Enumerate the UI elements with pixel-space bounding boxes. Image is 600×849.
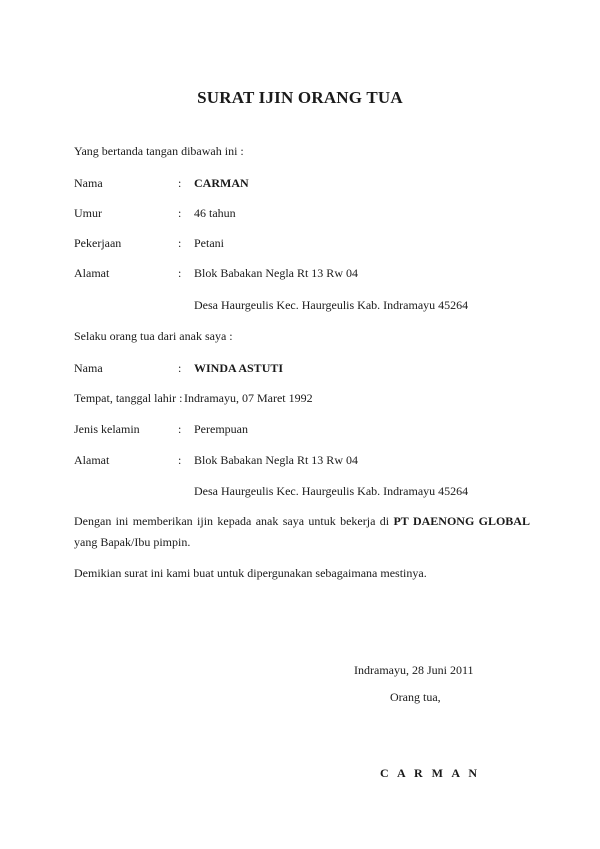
intro-text: Yang bertanda tangan dibawah ini : — [74, 144, 244, 158]
parent-address-value: Blok Babakan Negla Rt 13 Rw 04 — [194, 266, 358, 280]
parent-name-value: CARMAN — [194, 176, 249, 190]
field-label: Tempat, tanggal lahir : — [74, 391, 183, 405]
place-date: Indramayu, 28 Juni 2011 — [354, 663, 474, 677]
permission-paragraph — [74, 511, 530, 553]
child-birth-value: Indramayu, 07 Maret 1992 — [184, 391, 313, 405]
field-label: Umur — [74, 206, 102, 220]
letter-title: SURAT IJIN ORANG TUA — [197, 88, 403, 107]
parent-age-value: 46 tahun — [194, 206, 236, 220]
field-colon: : — [178, 236, 182, 250]
field-label: Pekerjaan — [74, 236, 122, 250]
closing-text: Demikian surat ini kami buat untuk dipergunakan sebagaimana mestinya. — [74, 566, 427, 580]
field-label: Jenis kelamin — [74, 422, 140, 436]
child-address-value: Blok Babakan Negla Rt 13 Rw 04 — [194, 453, 358, 467]
permission-text-after: yang Bapak/Ibu pimpin. — [74, 535, 191, 549]
parent-address-line2: Desa Haurgeulis Kec. Haurgeulis Kab. Indramayu 45264 — [194, 298, 469, 312]
permission-text-before: Dengan ini memberikan ijin kepada anak saya untuk bekerja di — [74, 514, 394, 528]
field-colon: : — [178, 206, 182, 220]
field-colon: : — [178, 422, 182, 436]
field-colon: : — [178, 361, 182, 375]
child-name-value: WINDA ASTUTI — [194, 361, 284, 375]
company-name: PT DAENONG GLOBAL — [393, 514, 530, 528]
field-label: Nama — [74, 361, 103, 375]
parent-occupation-value: Petani — [194, 236, 224, 250]
child-address-line2: Desa Haurgeulis Kec. Haurgeulis Kab. Indramayu 45264 — [194, 484, 469, 498]
field-label: Alamat — [74, 453, 110, 467]
field-label: Alamat — [74, 266, 110, 280]
signer-role: Orang tua, — [390, 690, 441, 704]
signer-name: C A R M A N — [380, 766, 481, 780]
child-gender-value: Perempuan — [194, 422, 248, 436]
field-label: Nama — [74, 176, 103, 190]
child-intro-text: Selaku orang tua dari anak saya : — [74, 329, 233, 343]
field-colon: : — [178, 453, 182, 467]
field-colon: : — [178, 176, 182, 190]
field-colon: : — [178, 266, 182, 280]
